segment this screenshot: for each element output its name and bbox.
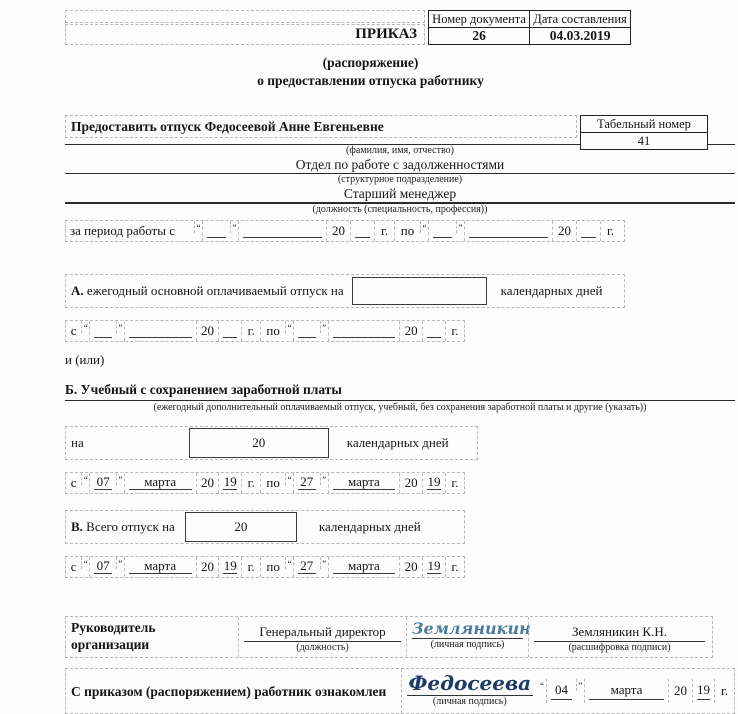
section-v-dates-row	[65, 556, 465, 578]
section-a-letter: А.	[71, 283, 84, 298]
year-prefix: 20	[399, 473, 422, 493]
v-to-year-field: 19	[422, 557, 445, 577]
section-b-dates-row	[65, 472, 465, 494]
a-to-year-field	[422, 321, 445, 341]
year-suffix: г.	[445, 557, 464, 577]
position-caption: (должность (специальность, профессия))	[312, 204, 488, 215]
s-label: с	[70, 323, 77, 338]
section-v-letter: В.	[71, 519, 83, 534]
document-subtitle-1: (распоряжение)	[322, 55, 419, 70]
quote-open: “	[285, 473, 293, 485]
a-to-month-field	[328, 321, 400, 341]
po-label: по	[260, 557, 285, 577]
work-period-label: за период работы с	[70, 223, 175, 238]
b-to-day-field: 27	[293, 473, 320, 493]
doc-number-label: Номер документа	[429, 11, 530, 28]
quote-close: ”	[320, 473, 328, 485]
a-from-year-field	[218, 321, 241, 341]
s-label: с	[70, 475, 77, 490]
period-to-month-field	[464, 221, 552, 241]
section-b-days-row	[65, 426, 478, 460]
fio-caption: (фамилия, имя, отчество)	[346, 145, 454, 156]
ack-signature-caption: (личная подпись)	[432, 696, 507, 707]
year-suffix: г.	[241, 473, 260, 493]
quote-open: “	[81, 321, 89, 333]
year-suffix: г.	[241, 557, 260, 577]
section-v-text	[66, 519, 175, 535]
quote-close: ”	[116, 321, 124, 333]
quote-close: ”	[116, 557, 124, 569]
section-v-days-value: 20	[234, 519, 248, 534]
doc-number-value: 26	[429, 28, 530, 45]
quote-open: “	[285, 321, 293, 333]
quote-open: “	[194, 221, 202, 233]
section-a-days-field	[352, 277, 487, 305]
period-to-day-field	[428, 221, 456, 241]
section-b-days-field	[189, 428, 329, 458]
b-to-year-field: 19	[422, 473, 445, 493]
header-empty-field	[65, 10, 425, 23]
quote-close: ”	[576, 679, 584, 691]
b-from-year-field: 19	[218, 473, 241, 493]
year-prefix: 20	[326, 221, 350, 241]
quote-close: ”	[230, 221, 238, 233]
year-suffix: г.	[374, 221, 394, 241]
head-name-value: Земляникин К.Н.	[534, 623, 705, 642]
head-name-cell	[528, 617, 710, 657]
head-signature-caption: (личная подпись)	[430, 639, 505, 650]
quote-open: “	[420, 221, 428, 233]
personnel-number-value: 41	[581, 133, 708, 150]
doc-date-label: Дата составления	[530, 11, 631, 28]
quote-close: ”	[320, 557, 328, 569]
b-from-day-field: 07	[89, 473, 116, 493]
ack-year-field: 19	[692, 679, 714, 703]
section-v-days-field	[185, 512, 297, 542]
quote-close: ”	[116, 473, 124, 485]
quote-close: ”	[456, 221, 464, 233]
grant-vacation-text: Предоставить отпуск Федосеевой Анне Евгеньевне	[65, 115, 577, 138]
head-signature-row	[65, 616, 713, 658]
section-b-na-label: на	[71, 435, 84, 450]
year-prefix: 20	[196, 473, 219, 493]
department-value: Отдел по работе с задолженностями	[295, 157, 505, 172]
po-label: по	[260, 473, 285, 493]
section-a-text	[66, 283, 344, 299]
head-position-cell	[238, 617, 406, 657]
section-a-row	[65, 274, 625, 308]
section-a-label: ежегодный основной оплачиваемый отпуск на	[86, 283, 344, 298]
s-label: с	[70, 559, 77, 574]
head-label: Руководитель организации	[71, 620, 156, 652]
quote-open: “	[81, 473, 89, 485]
head-position-value: Генеральный директор	[244, 623, 401, 642]
section-v-label: Всего отпуск на	[86, 519, 175, 534]
grant-row	[65, 115, 735, 148]
ack-label: С приказом (распоряжением) работник ознакомлен	[71, 684, 387, 699]
head-label-cell	[66, 617, 238, 657]
quote-open: “	[285, 557, 293, 569]
calendar-days-label: календарных дней	[500, 283, 603, 298]
document-subtitle-2: о предоставлении отпуска работнику	[257, 73, 484, 88]
section-b-title: Б. Учебный с сохранением заработной платы	[65, 382, 735, 401]
document-number-table	[428, 10, 631, 45]
period-from-day-field	[202, 221, 230, 241]
v-to-day-field: 27	[293, 557, 320, 577]
head-name-caption: (расшифровка подписи)	[568, 642, 671, 653]
a-from-day-field	[89, 321, 116, 341]
b-to-month-field: марта	[328, 473, 400, 493]
doc-date-value: 04.03.2019	[530, 28, 631, 45]
head-signature-cell	[406, 617, 531, 657]
po-label: по	[260, 321, 285, 341]
v-to-month-field: марта	[328, 557, 400, 577]
ack-label-cell	[66, 669, 401, 713]
personnel-number-table	[580, 115, 708, 150]
v-from-month-field: марта	[124, 557, 196, 577]
year-prefix: 20	[196, 321, 219, 341]
quote-open: “	[81, 557, 89, 569]
acknowledgement-row	[65, 668, 735, 714]
period-from-year-field	[350, 221, 374, 241]
year-prefix: 20	[668, 679, 692, 703]
a-to-day-field	[293, 321, 320, 341]
calendar-days-label: календарных дней	[346, 435, 449, 450]
year-suffix: г.	[600, 221, 620, 241]
section-b-caption: (ежегодный дополнительный оплачиваемый отпуск, учебный, без сохранения заработной платы и другие (указать))	[153, 402, 647, 413]
period-to-year-field	[576, 221, 600, 241]
period-from-month-field	[238, 221, 326, 241]
year-prefix: 20	[399, 557, 422, 577]
quote-close: ”	[320, 321, 328, 333]
ack-signature-cell	[401, 669, 538, 713]
head-signature-value: Земляникин	[412, 619, 531, 638]
section-a-dates-row	[65, 320, 465, 342]
calendar-days-label: календарных дней	[318, 519, 421, 534]
year-suffix: г.	[445, 473, 464, 493]
year-suffix: г.	[445, 321, 464, 341]
year-suffix: г.	[714, 679, 734, 703]
header-block	[65, 10, 735, 47]
department-caption: (структурное подразделение)	[337, 174, 463, 185]
v-from-day-field: 07	[89, 557, 116, 577]
work-period-row	[65, 220, 625, 242]
v-from-year-field: 19	[218, 557, 241, 577]
head-position-caption: (должность)	[296, 642, 349, 653]
personnel-number-label: Табельный номер	[581, 116, 708, 133]
year-prefix: 20	[552, 221, 576, 241]
section-b-days-value: 20	[252, 435, 266, 450]
position-value: Старший менеджер	[343, 186, 457, 201]
year-suffix: г.	[241, 321, 260, 341]
year-prefix: 20	[196, 557, 219, 577]
ack-month-field: марта	[584, 679, 668, 703]
year-prefix: 20	[399, 321, 422, 341]
ack-date-row	[538, 679, 734, 703]
ack-day-field: 04	[546, 679, 576, 703]
ack-date-cell	[538, 669, 734, 713]
b-from-month-field: марта	[124, 473, 196, 493]
and-or-label: и (или)	[65, 352, 105, 367]
quote-open: “	[540, 681, 544, 691]
a-from-month-field	[124, 321, 196, 341]
section-v-row	[65, 510, 465, 544]
po-label: по	[394, 221, 420, 241]
document-title: ПРИКАЗ	[65, 24, 425, 45]
ack-signature-value: Федосеева	[408, 671, 532, 695]
